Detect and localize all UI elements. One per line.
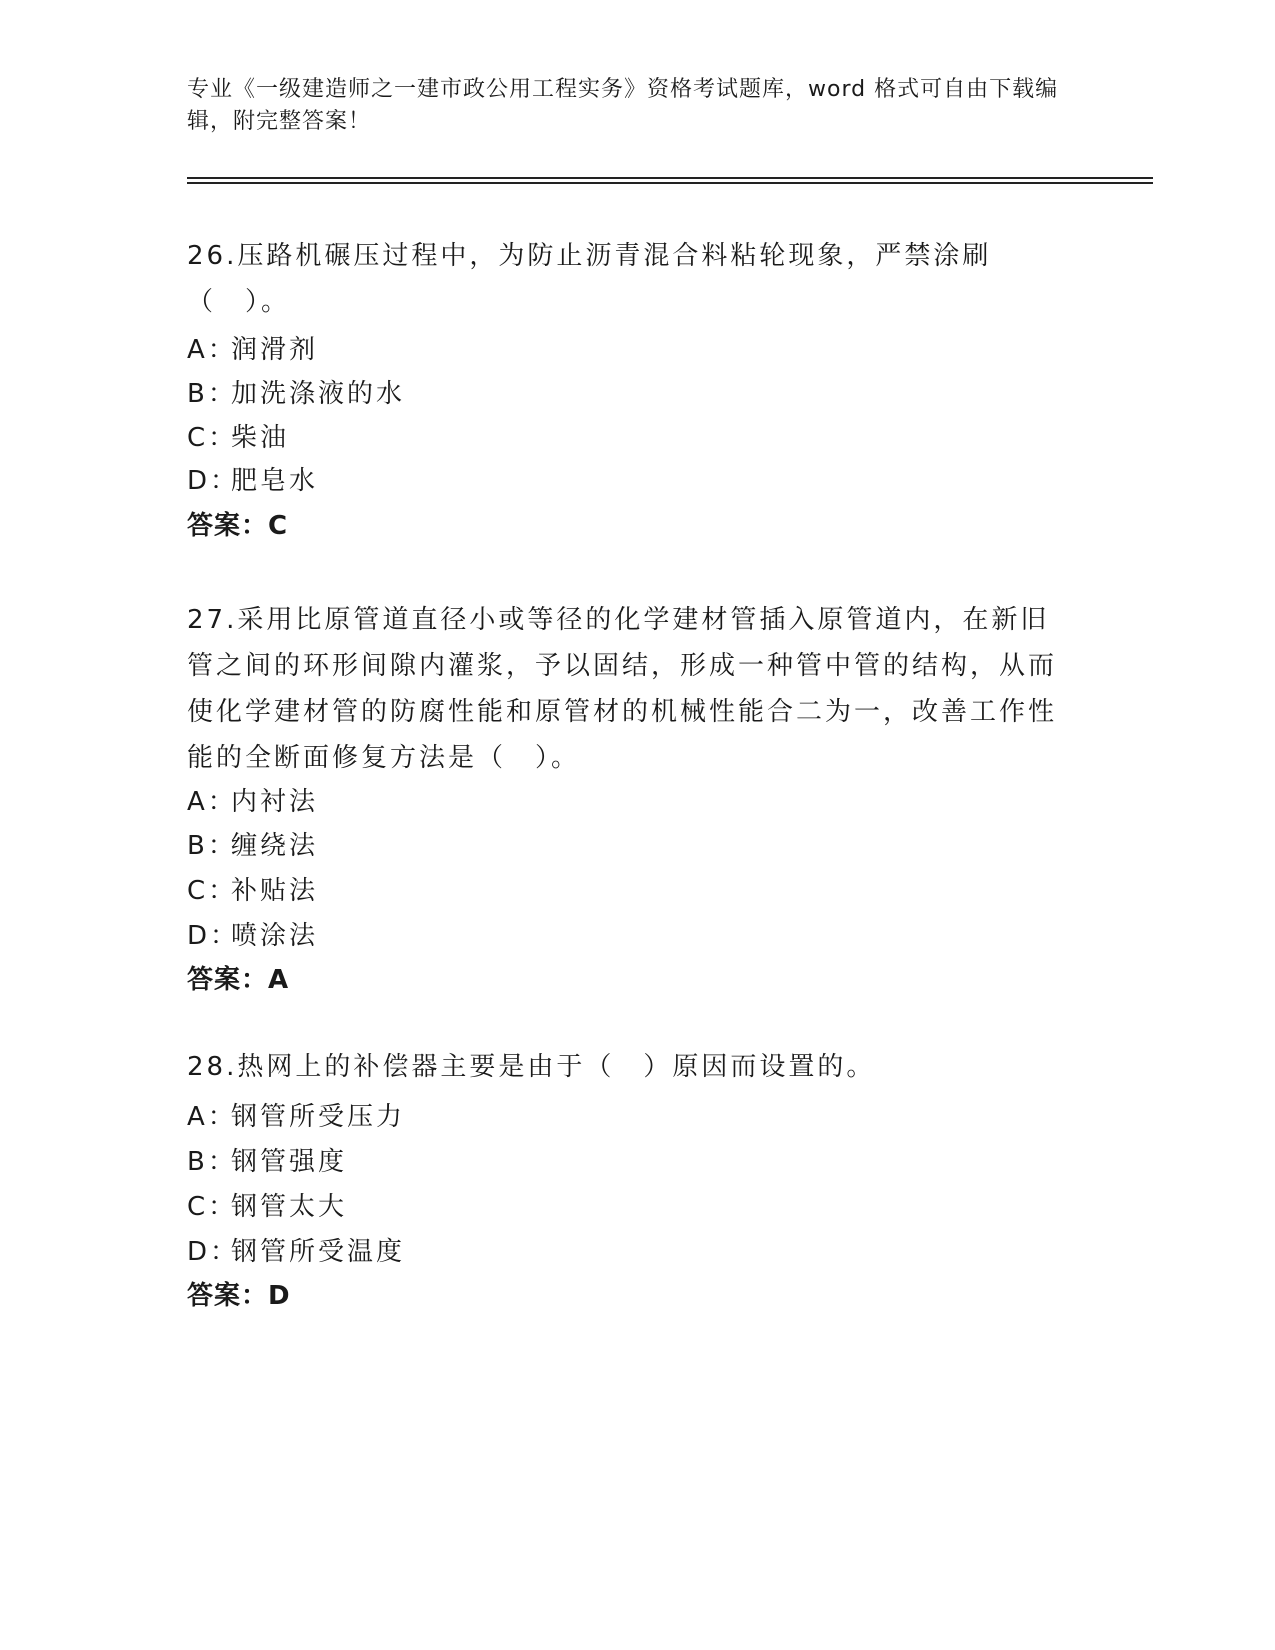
option-text: 钢管强度 <box>231 1147 348 1177</box>
option-key: D： <box>187 921 240 951</box>
header-divider <box>187 177 1153 179</box>
answer-label: 答案：C <box>187 511 289 541</box>
option-key: C： <box>187 423 238 453</box>
option-key: B： <box>187 1147 237 1177</box>
option-key: B： <box>187 379 237 409</box>
option-text: 润滑剂 <box>231 335 319 365</box>
option-c <box>187 418 289 458</box>
option-text: 喷涂法 <box>231 921 319 951</box>
question-stem: 28.热网上的补偿器主要是由于（ ）原因而设置的。 <box>187 1052 876 1082</box>
option-d <box>187 461 318 501</box>
option-c <box>187 1187 347 1227</box>
answer-label: 答案：D <box>187 1281 291 1311</box>
option-key: A： <box>187 1102 237 1132</box>
option-text: 钢管太大 <box>231 1192 348 1222</box>
option-text: 钢管所受压力 <box>231 1102 406 1132</box>
option-text: 钢管所受温度 <box>231 1237 406 1267</box>
option-text: 肥皂水 <box>231 466 319 496</box>
option-text: 内衬法 <box>231 787 319 817</box>
option-c <box>187 871 318 911</box>
option-b <box>187 826 318 866</box>
option-d <box>187 916 318 956</box>
answer-label: 答案：A <box>187 965 290 995</box>
header-divider-double <box>187 182 1153 184</box>
option-a <box>187 782 318 822</box>
option-text: 加洗涤液的水 <box>231 379 406 409</box>
option-text: 缠绕法 <box>231 831 319 861</box>
option-b <box>187 374 405 414</box>
option-d <box>187 1232 405 1272</box>
option-key: C： <box>187 1192 238 1222</box>
option-text: 补贴法 <box>231 876 319 906</box>
option-key: C： <box>187 876 238 906</box>
option-key: D： <box>187 1237 240 1267</box>
question-stem: 27.采用比原管道直径小或等径的化学建材管插入原管道内，在新旧管之间的环形间隙内灌浆，予以固结，形成一种管中管的结构，从而使化学建材管的防腐性能和原管材的机械性能合二为一，改善工作性能的全断面修复方法是（ ）。 <box>187 605 1058 773</box>
option-key: B： <box>187 831 237 861</box>
option-a <box>187 330 318 370</box>
option-key: A： <box>187 787 237 817</box>
option-key: A： <box>187 335 237 365</box>
page-header: 专业《一级建造师之一建市政公用工程实务》资格考试题库，word 格式可自由下载编辑，附完整答案！ <box>187 77 1059 134</box>
option-key: D： <box>187 466 240 496</box>
option-a <box>187 1097 405 1137</box>
option-b <box>187 1142 347 1182</box>
option-text: 柴油 <box>231 423 290 453</box>
question-stem: 26.压路机碾压过程中，为防止沥青混合料粘轮现象，严禁涂刷（ ）。 <box>187 241 992 317</box>
